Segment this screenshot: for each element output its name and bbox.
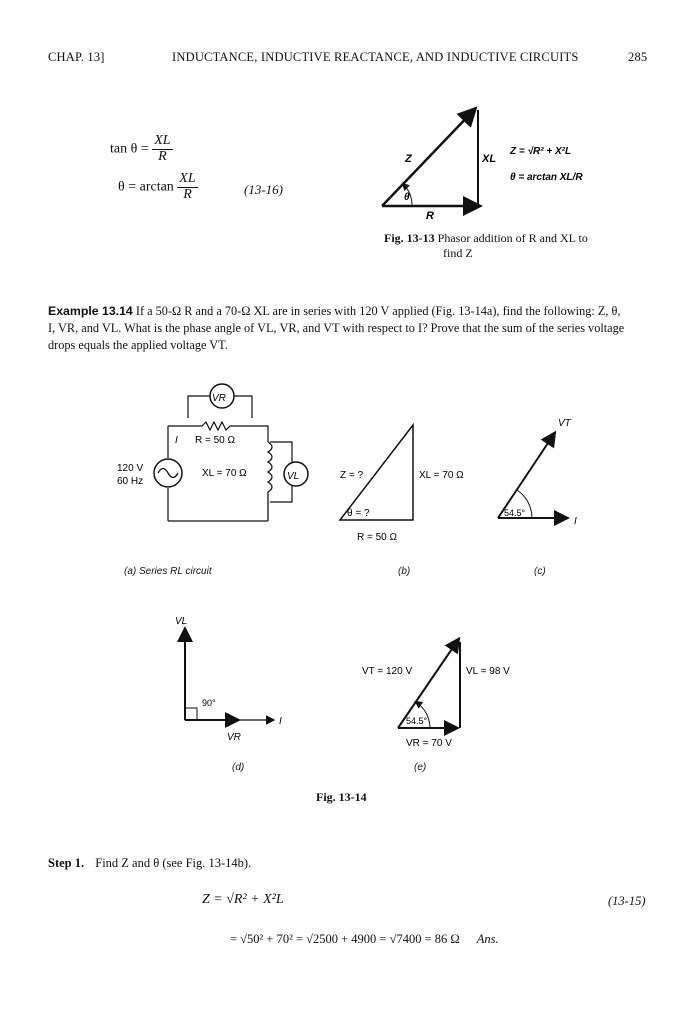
tan-formula xyxy=(110,134,173,164)
xl-label: XL xyxy=(482,153,497,165)
step-1-eq2 xyxy=(230,932,499,947)
example-line2: I, VR, and VL. What is the phase angle of VL, VR, and VT with respect to I? Prove that the sum of the series voltage xyxy=(48,321,625,335)
fig-13-14c-phasor xyxy=(490,410,600,535)
vr-label: VR xyxy=(227,732,241,743)
i-label: I xyxy=(574,516,577,527)
fig-13-14d-caption: (d) xyxy=(232,762,245,773)
arctan-denominator: R xyxy=(183,186,192,202)
xl-value-label: XL = 70 Ω xyxy=(419,470,464,481)
example-title: Example 13.14 xyxy=(48,304,133,318)
fig-13-14a-circuit xyxy=(110,378,330,538)
arctan-lhs: θ = arctan xyxy=(118,179,174,195)
fig-13-14b-triangle xyxy=(335,420,495,545)
equation-number-13-15: (13-15) xyxy=(608,894,646,908)
fig-13-13-caption xyxy=(384,231,588,261)
chapter-label: CHAP. 13] xyxy=(48,50,105,64)
theta-unknown-label: θ = ? xyxy=(347,508,370,519)
angle-label: 54.5° xyxy=(504,508,526,518)
vr-meter-label: VR xyxy=(212,393,226,404)
vl-meter-label: VL xyxy=(287,471,300,482)
fig-13-14b-caption: (b) xyxy=(398,566,411,577)
arctan-formula xyxy=(118,172,198,202)
arctan-fraction xyxy=(177,172,197,202)
inductor xyxy=(268,442,272,521)
vt-phasor xyxy=(498,434,554,518)
fig-13-14a-caption: (a) Series RL circuit xyxy=(124,566,212,577)
fig-13-14-caption: Fig. 13-14 xyxy=(316,790,367,804)
fig-13-14d-phasor xyxy=(165,610,305,745)
fig-13-13-caption-bold: Fig. 13-13 xyxy=(384,231,435,245)
vt-label: VT xyxy=(558,418,571,429)
z-phasor xyxy=(382,110,474,206)
equation-number-13-16: (13-16) xyxy=(244,182,283,197)
z-equation: Z = √R² + X²L xyxy=(510,146,572,157)
running-title: INDUCTANCE, INDUCTIVE REACTANCE, AND INDUCTIVE CIRCUITS xyxy=(172,50,579,64)
current-label: I xyxy=(175,435,178,446)
tan-denominator: R xyxy=(158,148,167,164)
fig-13-14c-caption: (c) xyxy=(534,566,546,577)
fig-13-13-caption-text: Phasor addition of R and XL to xyxy=(437,231,588,245)
example-line1: If a 50-Ω R and a 70-Ω XL are in series with 120 V applied (Fig. 13-14a), find the following: Z, θ, xyxy=(135,304,621,318)
arctan-numerator: XL xyxy=(179,171,196,186)
r-label: R xyxy=(426,210,434,222)
i-label: I xyxy=(279,716,282,727)
tan-fraction xyxy=(152,134,172,164)
fig-13-13-diagram xyxy=(370,98,630,223)
resistor-label: R = 50 Ω xyxy=(195,435,235,446)
theta-equation: θ = arctan XL/R xyxy=(510,172,583,183)
z-label: Z xyxy=(405,153,412,165)
example-line3: drops equals the applied voltage VT. xyxy=(48,338,228,352)
vt-value-label: VT = 120 V xyxy=(362,666,413,677)
fig-13-14e-phasor xyxy=(340,628,540,753)
right-angle-label: 90° xyxy=(202,698,216,708)
step-1-text: Find Z and θ (see Fig. 13-14b). xyxy=(95,856,252,870)
step-1-label: Step 1. xyxy=(48,856,85,870)
vt-phasor xyxy=(398,640,458,728)
angle-label: 54.5° xyxy=(406,716,428,726)
tan-lhs: tan θ = xyxy=(110,141,149,157)
source-voltage: 120 V xyxy=(117,463,144,474)
z-unknown-label: Z = ? xyxy=(340,470,364,481)
inductor-label: XL = 70 Ω xyxy=(202,468,247,479)
example-13-14 xyxy=(48,303,653,354)
fig-13-14e-caption: (e) xyxy=(414,762,427,773)
source-frequency: 60 Hz xyxy=(117,476,144,487)
answer-label: Ans. xyxy=(476,932,499,946)
r-value-label: R = 50 Ω xyxy=(357,532,397,543)
vr-value-label: VR = 70 V xyxy=(406,738,452,749)
step-1 xyxy=(48,856,251,871)
vl-value-label: VL = 98 V xyxy=(466,666,510,677)
fig-13-13-caption-text2: find Z xyxy=(443,246,473,260)
theta-label: θ xyxy=(404,192,410,203)
step-1-eq2-body: = √50² + 70² = √2500 + 4900 = √7400 = 86 Ω xyxy=(230,932,460,946)
step-1-eq1: Z = √R² + X²L xyxy=(202,892,284,907)
vl-label: VL xyxy=(175,616,188,627)
page-number: 285 xyxy=(628,50,648,64)
tan-numerator: XL xyxy=(154,133,171,148)
